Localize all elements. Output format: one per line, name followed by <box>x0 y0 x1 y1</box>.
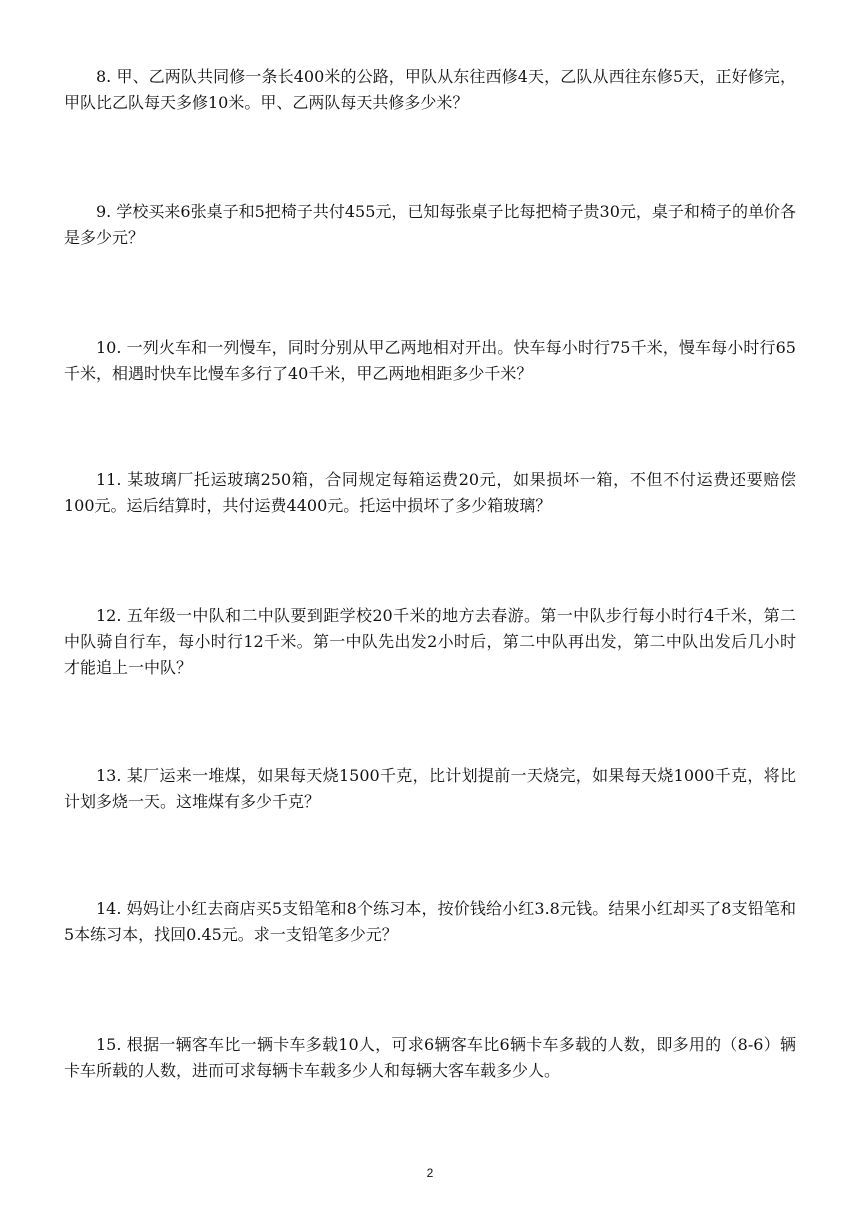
problem-9: 9. 学校买来6张桌子和5把椅子共付455元，已知每张桌子比每把椅子贵30元，桌子和椅子的单价各是多少元？ <box>64 202 796 247</box>
problem-10: 10. 一列火车和一列慢车，同时分别从甲乙两地相对开出。快车每小时行75千米，慢车每小时行65千米，相遇时快车比慢车多行了40千米，甲乙两地相距多少千米？ <box>64 338 796 383</box>
problem-15: 15. 根据一辆客车比一辆卡车多载10人，可求6辆客车比6辆卡车多载的人数，即多用的（8-6）辆卡车所载的人数，进而可求每辆卡车载多少人和每辆大客车载多少人。 <box>64 1035 796 1080</box>
page-number: 2 <box>426 1166 434 1180</box>
problem-12: 12. 五年级一中队和二中队要到距学校20千米的地方去春游。第一中队步行每小时行4千米，第二中队骑自行车，每小时行12千米。第一中队先出发2小时后，第二中队再出发，第二中队出发后几小时才能追上一中队？ <box>64 606 796 677</box>
problem-8: 8. 甲、乙两队共同修一条长400米的公路，甲队从东往西修4天，乙队从西往东修5天，正好修完，甲队比乙队每天多修10米。甲、乙两队每天共修多少米？ <box>64 67 796 112</box>
problem-14: 14. 妈妈让小红去商店买5支铅笔和8个练习本，按价钱给小红3.8元钱。结果小红却买了8支铅笔和5本练习本，找回0.45元。求一支铅笔多少元？ <box>64 899 796 944</box>
problem-11: 11. 某玻璃厂托运玻璃250箱，合同规定每箱运费20元，如果损坏一箱，不但不付运费还要赔偿100元。运后结算时，共付运费4400元。托运中损坏了多少箱玻璃？ <box>64 470 796 515</box>
problem-13: 13. 某厂运来一堆煤，如果每天烧1500千克，比计划提前一天烧完，如果每天烧1000千克，将比计划多烧一天。这堆煤有多少千克？ <box>64 766 796 811</box>
